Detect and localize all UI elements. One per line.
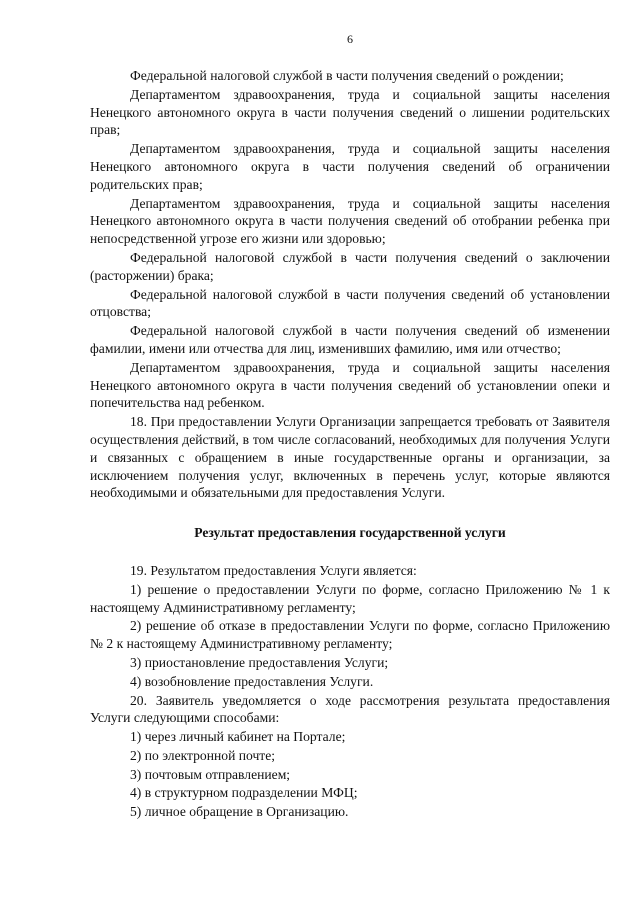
list-item: 2) по электронной почте; [130,747,276,763]
paragraph: 18. При предоставлении Услуги Организации запрещается требовать от Заявителя осуществления действий, в том числе согласований, необходимых для получения Услуги и связанных с обращением в иные государственные органы и организации, за исключением получения услуг, включенных в перечень услуг, которые являются необходимыми и обязательными для предоставления Услуги. [90,414,610,501]
page-number: 6 [347,32,353,46]
paragraph: Департаментом здравоохранения, труда и социальной защиты населения Ненецкого автономного округа в части получения сведений об ограничении родительских прав; [90,141,610,192]
paragraph: 20. Заявитель уведомляется о ходе рассмотрения результата предоставления Услуги следующими способами: [90,692,610,726]
list-item: 1) через личный кабинет на Портале; [130,729,346,745]
document-page [90,32,610,822]
paragraph: Департаментом здравоохранения, труда и социальной защиты населения Ненецкого автономного округа в части получения сведений о лишении родительских прав; [90,86,610,138]
list-item: 4) возобновление предоставления Услуги. [130,673,374,689]
section-heading: Результат предоставления государственной услуги [194,525,506,541]
paragraphs-top [90,67,610,502]
paragraph: Федеральной налоговой службой в части получения сведений об изменении фамилии, имени или отчества для лиц, изменивших фамилию, имя или отчество; [90,323,610,356]
list-item: 3) почтовым отправлением; [130,766,291,782]
list-item: 5) личное обращение в Организацию. [130,804,349,820]
paragraph: Федеральной налоговой службой в части получения сведений о заключении (расторжении) брака; [90,249,610,283]
list-item: 3) приостановление предоставления Услуги; [130,654,389,670]
paragraph: 19. Результатом предоставления Услуги является: [130,562,417,578]
paragraph: Департаментом здравоохранения, труда и социальной защиты населения Ненецкого автономного округа в части получения сведений об отобрании ребенка при непосредственной угрозе его жизни или здоровью; [90,195,610,247]
list-item: 4) в структурном подразделении МФЦ; [130,785,358,801]
list-item: 2) решение об отказе в предоставлении Услуги по форме, согласно Приложению № 2 к настоящему Административному регламенту; [90,618,610,652]
paragraphs-bottom [90,562,610,821]
paragraph: Департаментом здравоохранения, труда и социальной защиты населения Ненецкого автономного округа в части получения сведений об установлении опеки и попечительства над ребенком. [90,359,610,411]
list-item: 1) решение о предоставлении Услуги по форме, согласно Приложению № 1 к настоящему Административному регламенту; [90,581,610,615]
paragraph: Федеральной налоговой службой в части получения сведений о рождении; [130,68,564,83]
paragraph: Федеральной налоговой службой в части получения сведений об установлении отцовства; [90,286,610,320]
